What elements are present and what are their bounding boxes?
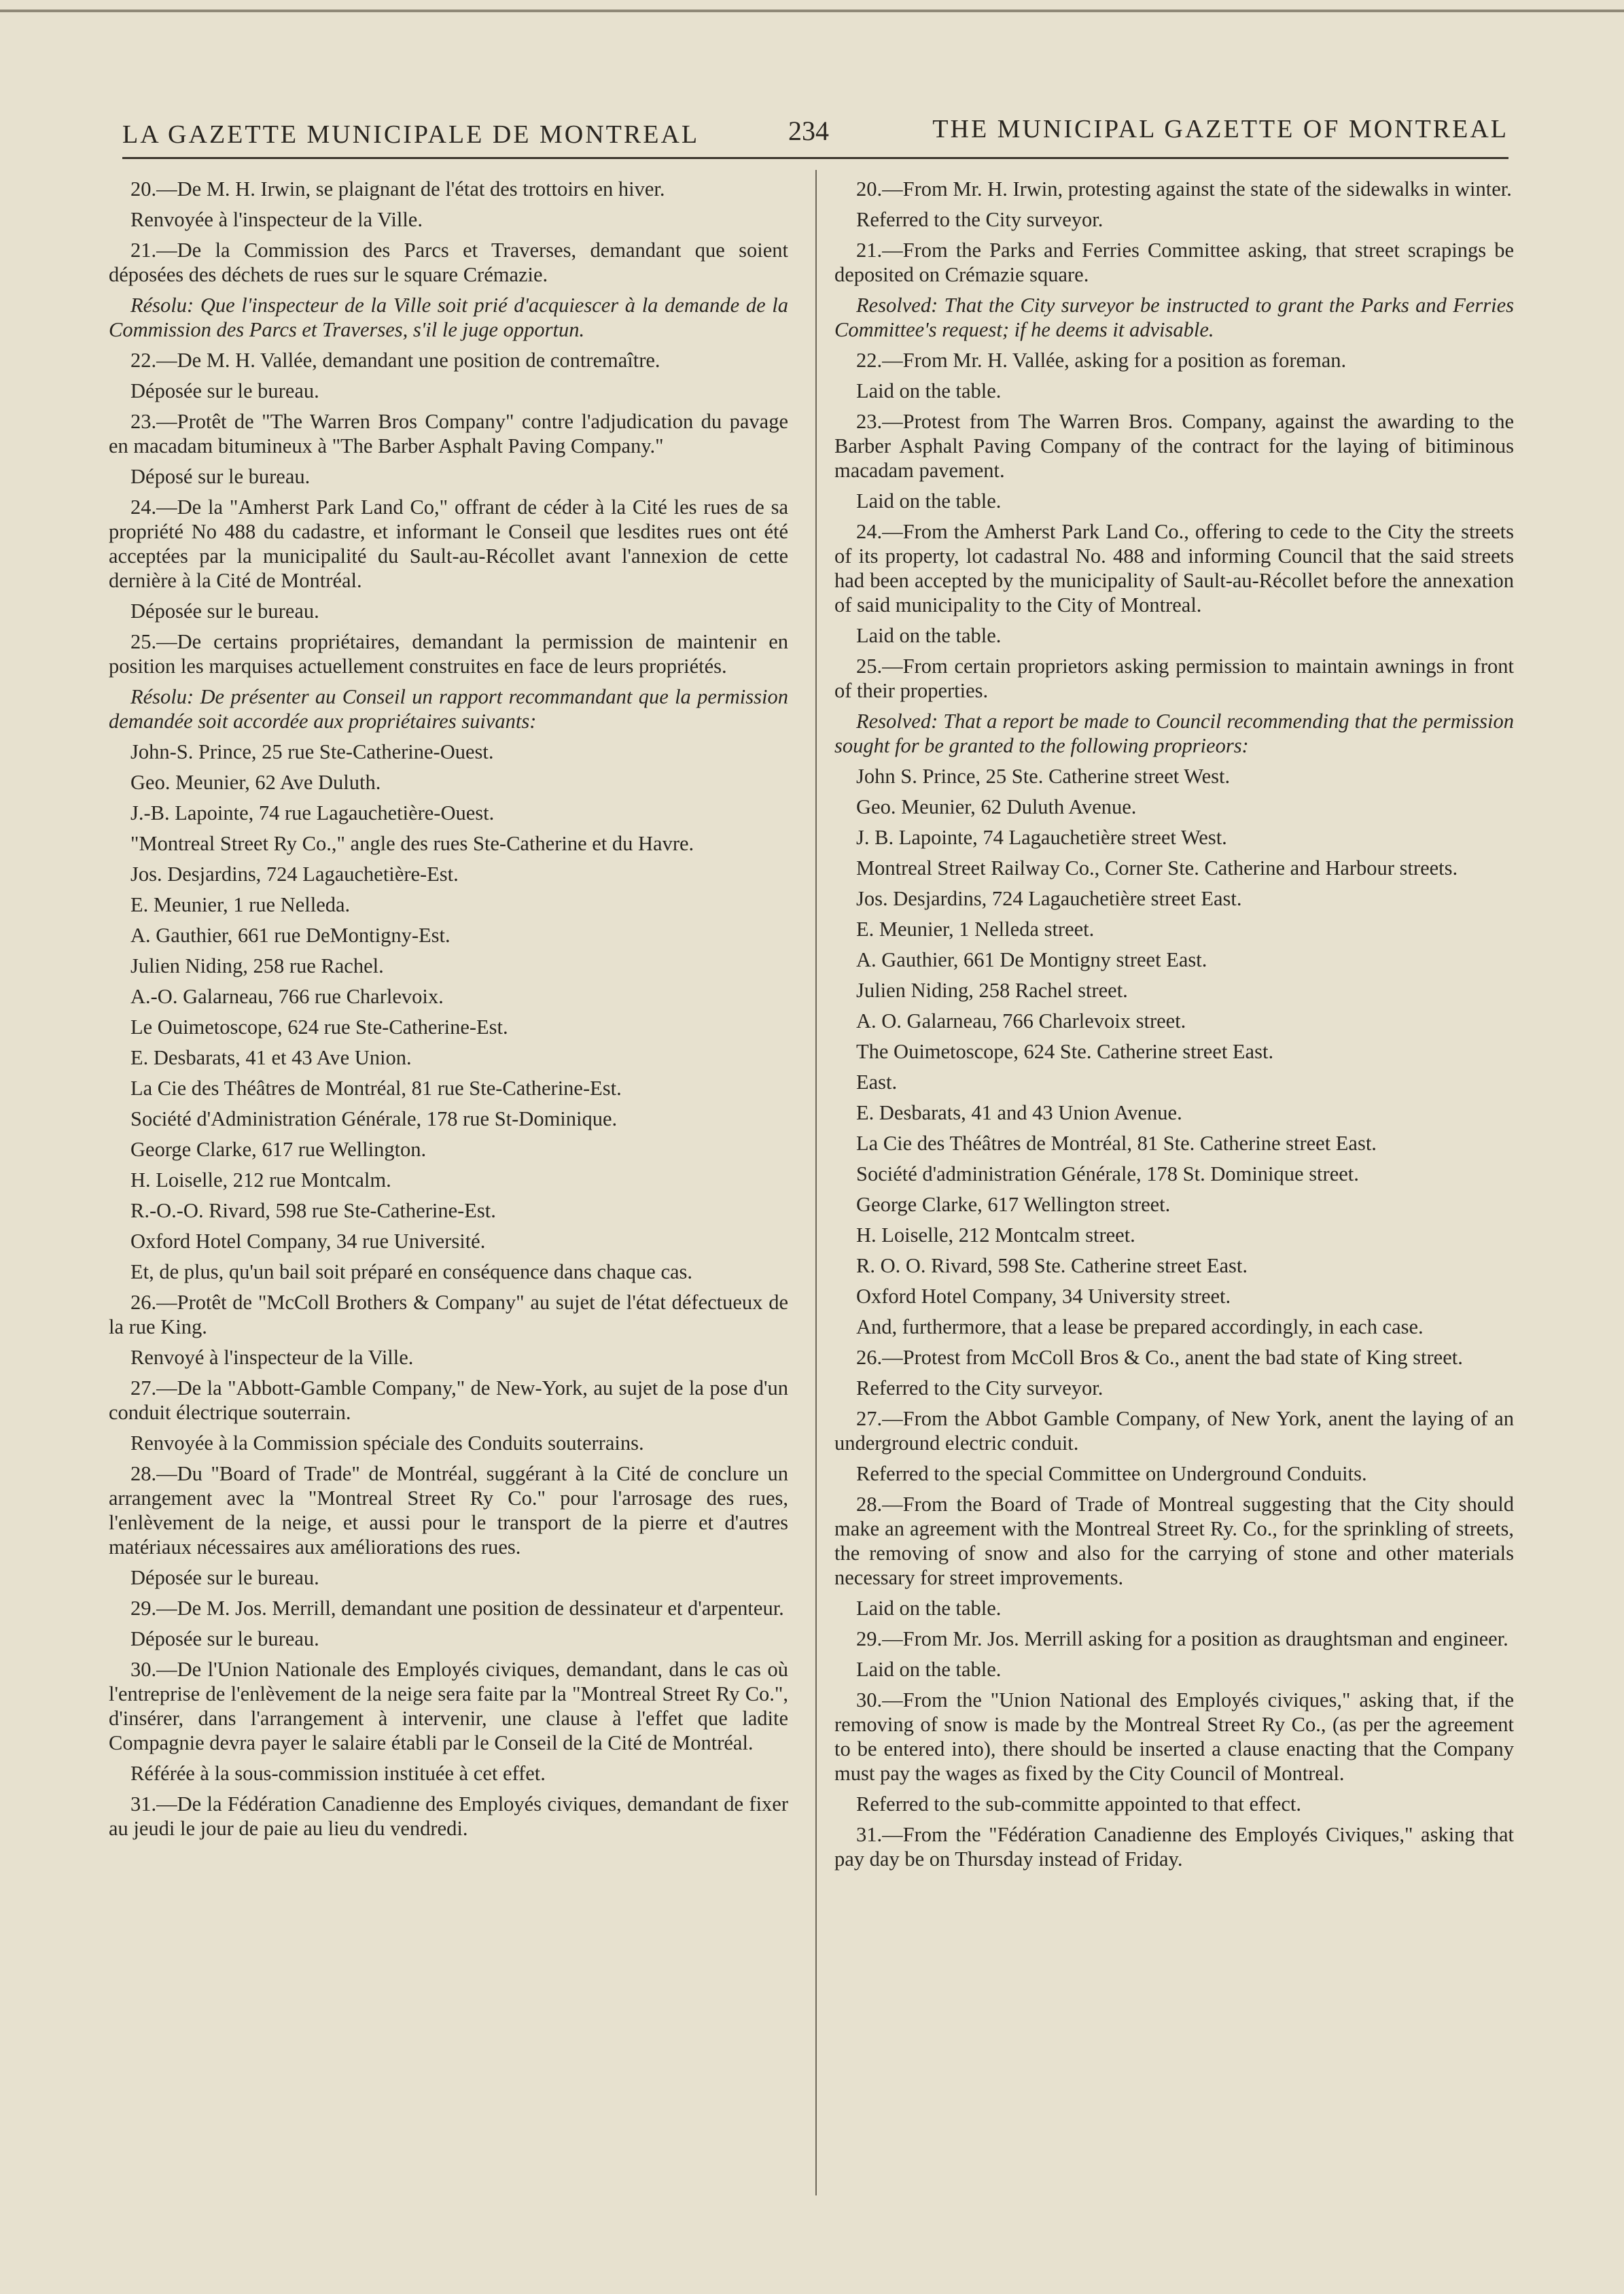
french-paragraph: Société d'Administration Générale, 178 rue St-Dominique.: [130, 1107, 618, 1130]
english-paragraph: 23.—Protest from The Warren Bros. Company, against the awarding to the Barber Asphalt Paving Company of the contract for the laying of bitiminous macadam pavement.: [834, 410, 1514, 482]
french-paragraph: A. Gauthier, 661 rue DeMontigny-Est.: [130, 924, 451, 947]
english-paragraph: 31.—From the "Fédération Canadienne des Employés Civiques," asking that pay day be on Thursday instead of Friday.: [834, 1823, 1514, 1871]
english-paragraph: 27.—From the Abbot Gamble Company, of New York, anent the laying of an underground electric conduit.: [834, 1407, 1514, 1455]
french-paragraph: 28.—Du "Board of Trade" de Montréal, suggérant à la Cité de conclure un arrangement avec la "Montreal Street Ry Co." pour l'arrosage des rues, l'enlèvement de la neige, et aussi pour le transport de la pierre et d'autres matériaux nécessaires aux améliorations des rues.: [109, 1462, 788, 1559]
french-paragraph: Déposée sur le bureau.: [130, 1627, 319, 1650]
english-paragraph: 30.—From the "Union National des Employés civiques," asking that, if the removing of snow is made by the Montreal Street Ry Co., (as per the agreement to be entered into), there should be inserted a clause enacting that the Company must pay the wages as fixed by the City Council of Montreal.: [834, 1688, 1514, 1785]
french-paragraph: Déposée sur le bureau.: [130, 1566, 319, 1589]
english-paragraph: Oxford Hotel Company, 34 University street.: [856, 1285, 1231, 1308]
french-paragraph: George Clarke, 617 rue Wellington.: [130, 1138, 427, 1161]
english-paragraph: Laid on the table.: [856, 1597, 1002, 1620]
english-paragraph: Laid on the table.: [856, 489, 1002, 512]
french-paragraph: Référée à la sous-commission instituée à cet effet.: [130, 1762, 546, 1785]
english-paragraph: Laid on the table.: [856, 624, 1002, 647]
french-paragraph: A.-O. Galarneau, 766 rue Charlevoix.: [130, 985, 444, 1008]
english-paragraph: Referred to the special Committee on Underground Conduits.: [856, 1462, 1367, 1485]
french-paragraph: 21.—De la Commission des Parcs et Traverses, demandant que soient déposées des déchets de rues sur le square Crémazie.: [109, 239, 788, 286]
french-paragraph: Déposée sur le bureau.: [130, 379, 319, 402]
french-paragraph: 29.—De M. Jos. Merrill, demandant une position de dessinateur et d'arpenteur.: [130, 1597, 784, 1620]
english-paragraph: 28.—From the Board of Trade of Montreal suggesting that the City should make an agreement with the Montreal Street Ry. Co., for the sprinkling of streets, the removing of snow and also for the carrying of stone and other materials necessary for street improvements.: [834, 1493, 1514, 1589]
english-paragraph: Société d'administration Générale, 178 St. Dominique street.: [856, 1162, 1359, 1185]
french-paragraph: Renvoyé à l'inspecteur de la Ville.: [130, 1346, 414, 1369]
english-paragraph: East.: [856, 1071, 898, 1094]
english-paragraph: A. O. Galarneau, 766 Charlevoix street.: [856, 1009, 1186, 1032]
english-paragraph: George Clarke, 617 Wellington street.: [856, 1193, 1171, 1216]
french-paragraph: Résolu: De présenter au Conseil un rapport recommandant que la permission demandée soit accordée aux propriétaires suivants:: [109, 685, 788, 733]
french-paragraph: Geo. Meunier, 62 Ave Duluth.: [130, 771, 381, 794]
english-paragraph: Geo. Meunier, 62 Duluth Avenue.: [856, 795, 1137, 818]
french-paragraph: Oxford Hotel Company, 34 rue Université.: [130, 1230, 486, 1253]
english-paragraph: E. Desbarats, 41 and 43 Union Avenue.: [856, 1101, 1182, 1124]
french-paragraph: Renvoyée à l'inspecteur de la Ville.: [130, 208, 423, 231]
english-paragraph: La Cie des Théâtres de Montréal, 81 Ste. Catherine street East.: [856, 1132, 1377, 1155]
french-column: [109, 177, 788, 1847]
english-paragraph: Resolved: That the City surveyor be instructed to grant the Parks and Ferries Committee's request; if he deems it advisable.: [834, 294, 1514, 341]
french-paragraph: Déposé sur le bureau.: [130, 465, 311, 488]
english-paragraph: Referred to the City surveyor.: [856, 208, 1104, 231]
english-paragraph: Julien Niding, 258 Rachel street.: [856, 979, 1128, 1002]
french-paragraph: "Montreal Street Ry Co.," angle des rues Ste-Catherine et du Havre.: [130, 832, 694, 855]
french-paragraph: R.-O.-O. Rivard, 598 rue Ste-Catherine-Est.: [130, 1199, 496, 1222]
english-paragraph: 26.—Protest from McColl Bros & Co., anent the bad state of King street.: [856, 1346, 1463, 1369]
french-paragraph: E. Desbarats, 41 et 43 Ave Union.: [130, 1046, 412, 1069]
english-title: THE MUNICIPAL GAZETTE OF MONTREAL: [932, 115, 1508, 143]
english-paragraph: The Ouimetoscope, 624 Ste. Catherine street East.: [856, 1040, 1274, 1063]
french-paragraph: Le Ouimetoscope, 624 rue Ste-Catherine-Est.: [130, 1015, 508, 1039]
french-paragraph: 30.—De l'Union Nationale des Employés civiques, demandant, dans le cas où l'entreprise de l'enlèvement de la neige sera faite par la "Montreal Street Ry Co.", d'insérer, dans l'arrangement à intervenir, une clause à l'effet que ladite Compagnie devra payer le salaire établi par le Conseil de la Cité de Montréal.: [109, 1658, 788, 1754]
english-paragraph: Laid on the table.: [856, 1658, 1002, 1681]
page-header: [122, 102, 1508, 163]
english-paragraph: Montreal Street Railway Co., Corner Ste. Catherine and Harbour streets.: [856, 856, 1458, 880]
french-paragraph: John-S. Prince, 25 rue Ste-Catherine-Ouest.: [130, 740, 494, 763]
french-paragraph: 31.—De la Fédération Canadienne des Employés civiques, demandant de fixer au jeudi le jour de paie au lieu du vendredi.: [109, 1792, 788, 1840]
french-paragraph: Julien Niding, 258 rue Rachel.: [130, 954, 384, 977]
french-paragraph: 20.—De M. H. Irwin, se plaignant de l'état des trottoirs en hiver.: [130, 177, 665, 201]
french-paragraph: E. Meunier, 1 rue Nelleda.: [130, 893, 351, 916]
french-paragraph: 26.—Protêt de "McColl Brothers & Company" au sujet de l'état défectueux de la rue King.: [109, 1291, 788, 1338]
french-paragraph: H. Loiselle, 212 rue Montcalm.: [130, 1168, 391, 1192]
french-paragraph: 27.—De la "Abbott-Gamble Company," de New-York, au sujet de la pose d'un conduit électrique souterrain.: [109, 1376, 788, 1424]
french-paragraph: Renvoyée à la Commission spéciale des Conduits souterrains.: [130, 1431, 644, 1455]
english-paragraph: Jos. Desjardins, 724 Lagauchetière street East.: [856, 887, 1242, 910]
english-paragraph: Referred to the City surveyor.: [856, 1376, 1104, 1400]
french-paragraph: 24.—De la "Amherst Park Land Co," offrant de céder à la Cité les rues de sa propriété No 488 du cadastre, et informant le Conseil que lesdites rues ont été acceptées par la municipalité du Sault-au-Récollet avant l'annexion de cette dernière à la Cité de Montréal.: [109, 496, 788, 592]
column-divider: [815, 170, 817, 2195]
english-paragraph: 22.—From Mr. H. Vallée, asking for a position as foreman.: [856, 349, 1347, 372]
english-paragraph: John S. Prince, 25 Ste. Catherine street West.: [856, 765, 1231, 788]
english-paragraph: Resolved: That a report be made to Council recommending that the permission sought for be granted to the following proprieors:: [834, 710, 1514, 757]
top-rule: [0, 10, 1624, 12]
french-paragraph: La Cie des Théâtres de Montréal, 81 rue Ste-Catherine-Est.: [130, 1077, 622, 1100]
french-paragraph: Jos. Desjardins, 724 Lagauchetière-Est.: [130, 863, 459, 886]
english-paragraph: J. B. Lapointe, 74 Lagauchetière street West.: [856, 826, 1227, 849]
french-paragraph: 23.—Protêt de "The Warren Bros Company" contre l'adjudication du pavage en macadam bitumineux à "The Barber Asphalt Paving Company.": [109, 410, 788, 457]
english-paragraph: 24.—From the Amherst Park Land Co., offering to cede to the City the streets of its property, lot cadastral No. 488 and informing Council that the said streets had been accepted by the municipality of Sault-au-Récollet before the annexation of said municipality to the City of Montreal.: [834, 520, 1514, 616]
french-paragraph: Et, de plus, qu'un bail soit préparé en conséquence dans chaque cas.: [130, 1260, 693, 1283]
french-paragraph: 22.—De M. H. Vallée, demandant une position de contremaître.: [130, 349, 660, 372]
french-paragraph: Résolu: Que l'inspecteur de la Ville soit prié d'acquiescer à la demande de la Commission des Parcs et Traverses, s'il le juge opportun.: [109, 294, 788, 341]
english-paragraph: Laid on the table.: [856, 379, 1002, 402]
header-rule: [122, 157, 1508, 159]
english-paragraph: Referred to the sub-committe appointed to that effect.: [856, 1792, 1301, 1815]
english-column: [834, 177, 1514, 1877]
english-paragraph: 20.—From Mr. H. Irwin, protesting against the state of the sidewalks in winter.: [856, 177, 1512, 201]
french-title: LA GAZETTE MUNICIPALE DE MONTREAL: [122, 120, 700, 149]
english-paragraph: A. Gauthier, 661 De Montigny street East.: [856, 948, 1207, 971]
english-paragraph: E. Meunier, 1 Nelleda street.: [856, 918, 1095, 941]
english-paragraph: And, furthermore, that a lease be prepared accordingly, in each case.: [856, 1315, 1424, 1338]
french-paragraph: Déposée sur le bureau.: [130, 599, 319, 623]
english-paragraph: 21.—From the Parks and Ferries Committee asking, that street scrapings be deposited on Crémazie square.: [834, 239, 1514, 286]
english-paragraph: R. O. O. Rivard, 598 Ste. Catherine street East.: [856, 1254, 1248, 1277]
page-number: 234: [788, 116, 829, 146]
french-paragraph: J.-B. Lapointe, 74 rue Lagauchetière-Ouest.: [130, 801, 495, 824]
english-paragraph: H. Loiselle, 212 Montcalm street.: [856, 1223, 1135, 1247]
english-paragraph: 29.—From Mr. Jos. Merrill asking for a position as draughtsman and engineer.: [856, 1627, 1508, 1650]
french-paragraph: 25.—De certains propriétaires, demandant la permission de maintenir en position les marquises actuellement construites en face de leurs propriétés.: [109, 630, 788, 678]
english-paragraph: 25.—From certain proprietors asking permission to maintain awnings in front of their properties.: [834, 655, 1514, 702]
